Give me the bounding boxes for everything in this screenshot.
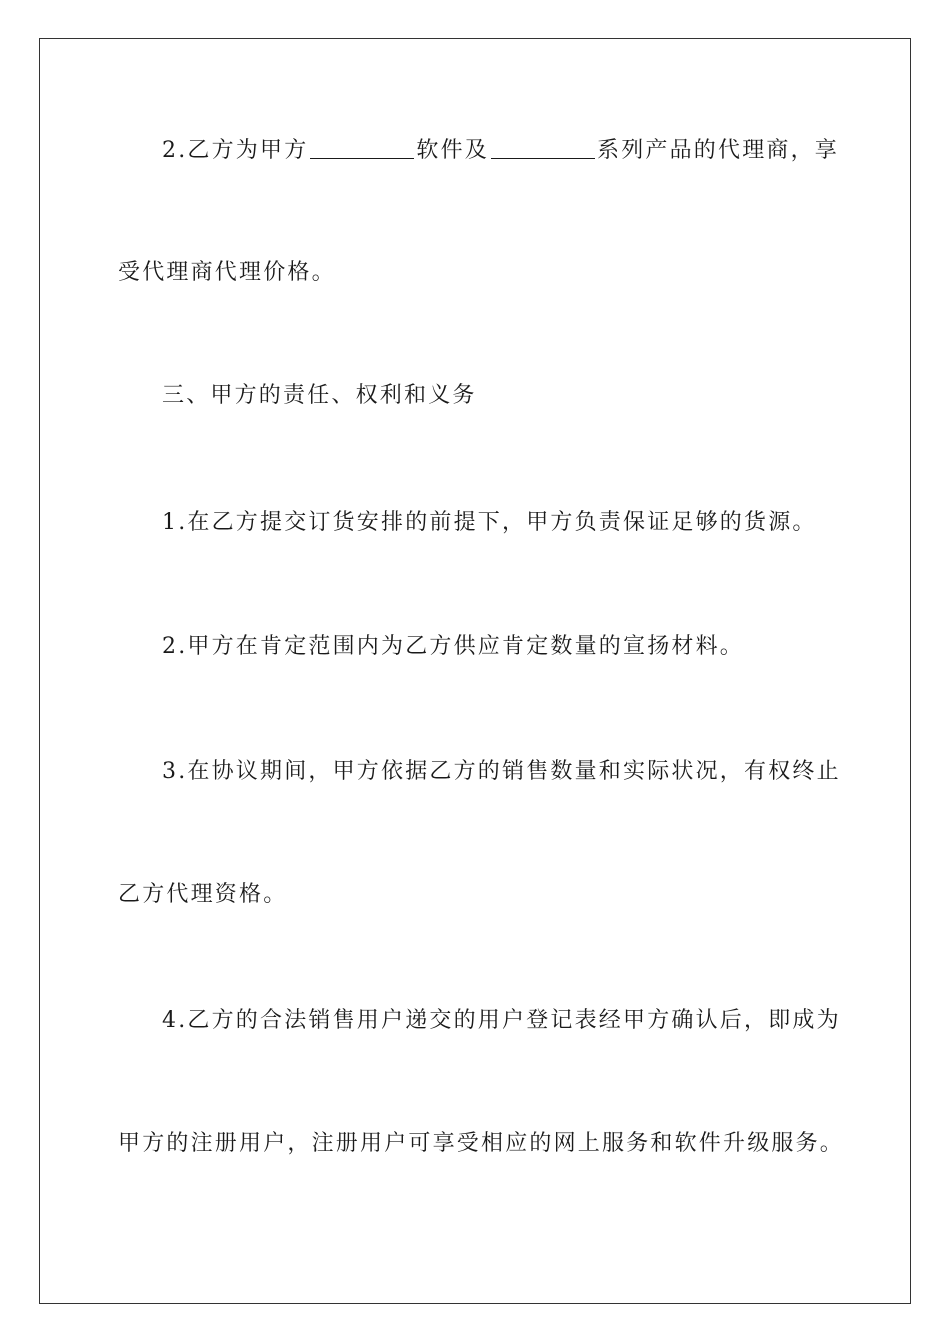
paragraph-line bbox=[162, 136, 839, 166]
blank-field bbox=[491, 136, 595, 159]
paragraph-line: 3.在协议期间，甲方依据乙方的销售数量和实际状况，有权终止 bbox=[162, 759, 841, 784]
line-text: 系列产品的代理商，享 bbox=[597, 138, 840, 163]
line-text: 2.乙方为甲方 bbox=[162, 138, 309, 163]
line-text: 软件及 bbox=[416, 138, 489, 163]
paragraph-line: 受代理商代理价格。 bbox=[118, 260, 336, 285]
page-frame bbox=[39, 38, 911, 1304]
paragraph-line: 2.甲方在肯定范围内为乙方供应肯定数量的宣扬材料。 bbox=[162, 634, 744, 659]
paragraph-line: 4.乙方的合法销售用户递交的用户登记表经甲方确认后，即成为 bbox=[162, 1008, 841, 1033]
paragraph-line: 乙方代理资格。 bbox=[118, 882, 288, 907]
paragraph-line: 甲方的注册用户，注册用户可享受相应的网上服务和软件升级服务。 bbox=[118, 1131, 845, 1156]
blank-field bbox=[310, 136, 414, 159]
paragraph-line: 1.在乙方提交订货安排的前提下，甲方负责保证足够的货源。 bbox=[162, 510, 817, 535]
section-heading: 三、甲方的责任、权利和义务 bbox=[162, 383, 477, 408]
